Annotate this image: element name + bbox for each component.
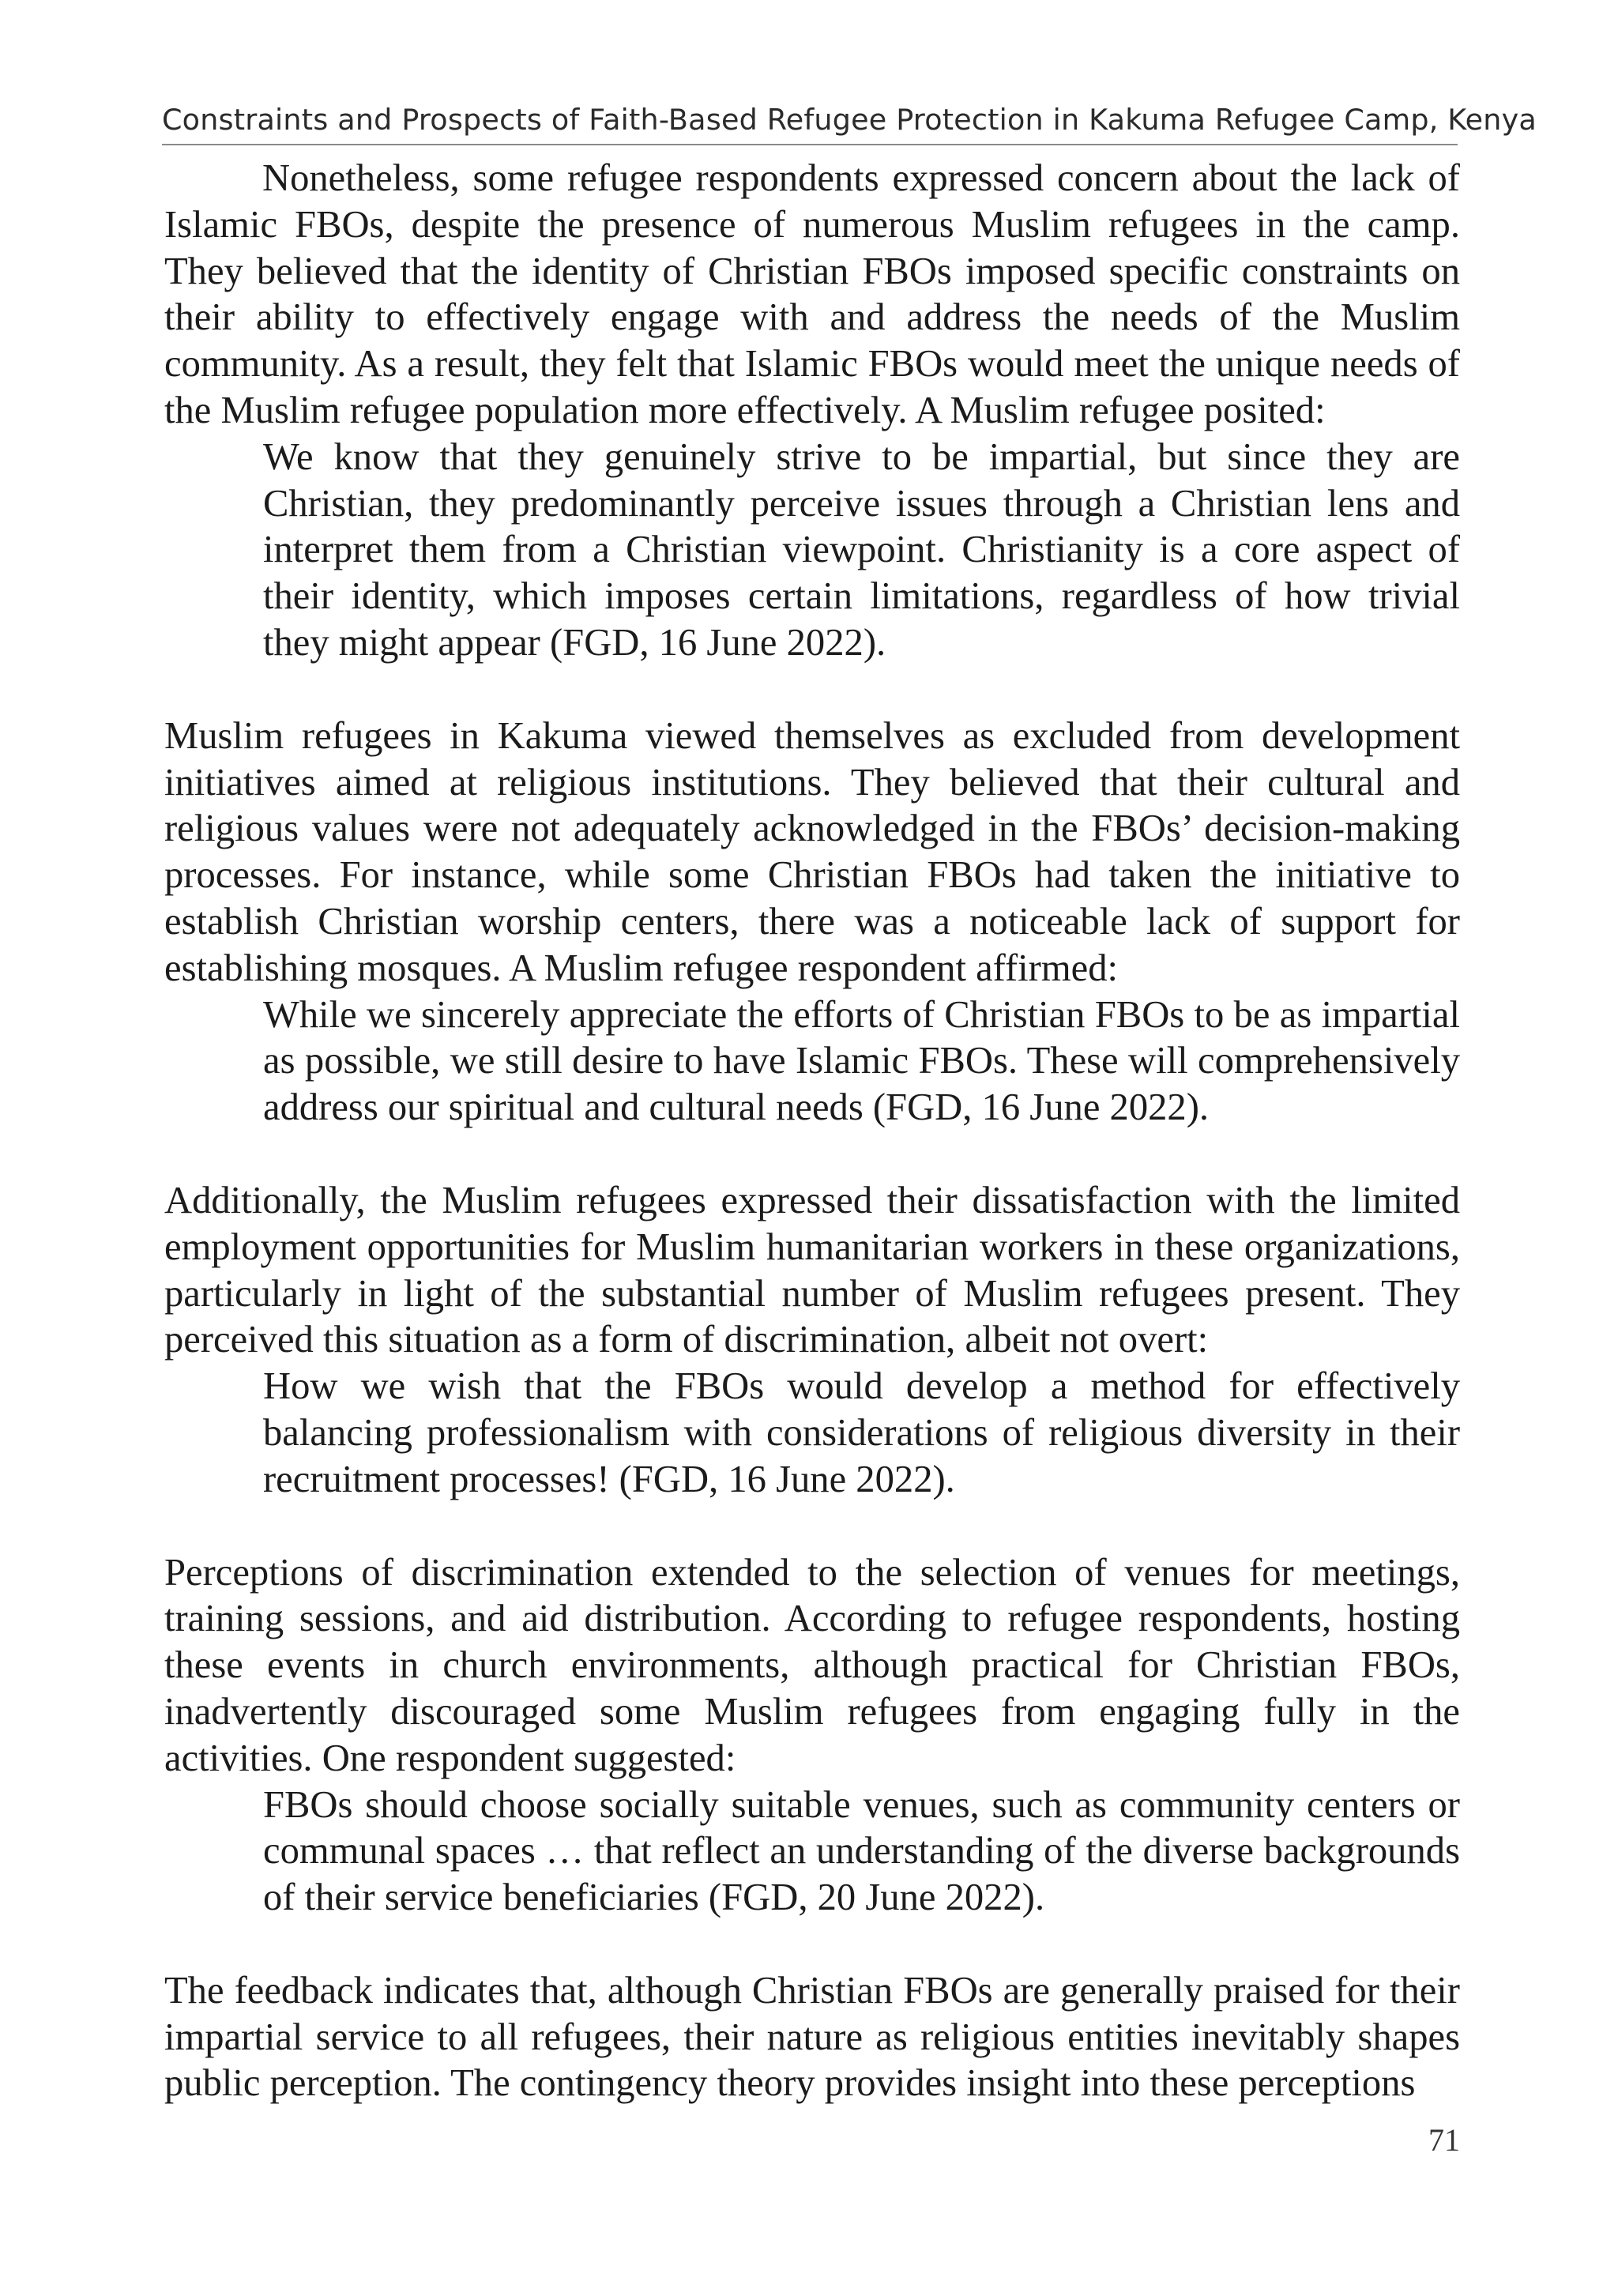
page-number: 71 bbox=[1428, 2122, 1460, 2158]
block-quote: FBOs should choose socially suitable venues, such as community centers or communal spaces … that reflect an understanding of the diverse backgrounds of their service beneficiaries (FGD, 20 June 2022). bbox=[263, 1782, 1460, 1919]
main-text bbox=[164, 155, 1460, 2106]
paragraph: Perceptions of discrimination extended to the selection of venues for meetings, training sessions, and aid distribution. According to refugee respondents, hosting these events in church environments, although practical for Christian FBOs, inadvertently discouraged some Muslim refugees from engaging fully in the activities. One respondent suggested: bbox=[164, 1550, 1460, 1779]
paragraph-spacer bbox=[164, 1131, 1460, 1177]
block-quote: While we sincerely appreciate the efforts of Christian FBOs to be as impartial as possible, we still desire to have Islamic FBOs. These will comprehensively address our spiritual and cultural needs (FGD, 16 June 2022). bbox=[263, 992, 1460, 1129]
paragraph-spacer bbox=[164, 666, 1460, 713]
paragraph: Additionally, the Muslim refugees expressed their dissatisfaction with the limited employment opportunities for Muslim humanitarian workers in these organizations, particularly in light of the substantial number of Muslim refugees present. They perceived this situation as a form of discrimination, albeit not overt: bbox=[164, 1178, 1460, 1361]
running-header bbox=[162, 95, 1537, 145]
paragraph: Muslim refugees in Kakuma viewed themselves as excluded from development initiatives aimed at religious institutions. They believed that their cultural and religious values were not adequately acknowledged in the FBOs’ decision-making processes. For instance, while some Christian FBOs had taken the initiative to establish Christian worship centers, there was a noticeable lack of support for establishing mosques. A Muslim refugee respondent affirmed: bbox=[164, 713, 1460, 989]
running-header-title: Constraints and Prospects of Faith-Based Refugee Protection in Kakuma Refugee Camp, Kenya bbox=[162, 103, 1537, 137]
paragraph-spacer bbox=[164, 1921, 1460, 1967]
block-quote: We know that they genuinely strive to be impartial, but since they are Christian, they predominantly perceive issues through a Christian lens and interpret them from a Christian viewpoint. Christianity is a core aspect of their identity, which imposes certain limitations, regardless of how trivial they might appear (FGD, 16 June 2022). bbox=[263, 435, 1460, 664]
block-quote: How we wish that the FBOs would develop a method for effectively balancing professionalism with considerations of religious diversity in their recruitment processes! (FGD, 16 June 2022). bbox=[263, 1364, 1460, 1500]
paragraph: The feedback indicates that, although Christian FBOs are generally praised for their impartial service to all refugees, their nature as religious entities inevitably shapes public perception. The contingency theory provides insight into these perceptions bbox=[164, 1968, 1460, 2105]
paragraph-spacer bbox=[164, 1503, 1460, 1549]
paragraph: Nonetheless, some refugee respondents expressed concern about the lack of Islamic FBOs, despite the presence of numerous Muslim refugees in the camp. They believed that the identity of Christian FBOs imposed specific constraints on their ability to effectively engage with and address the needs of the Muslim community. As a result, they felt that Islamic FBOs would meet the unique needs of the Muslim refugee population more effectively. A Muslim refugee posited: bbox=[164, 156, 1460, 431]
